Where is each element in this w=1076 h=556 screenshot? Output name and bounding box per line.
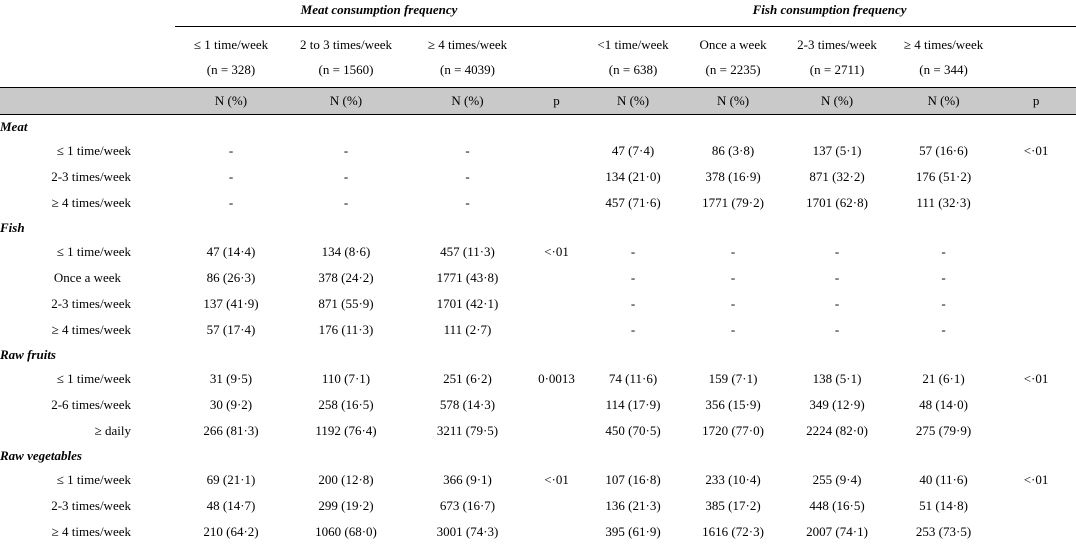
table-cell: 1192 (76·4) xyxy=(315,423,377,438)
p-label: p xyxy=(996,88,1076,115)
row-label: 2-6 times/week xyxy=(51,397,131,412)
table-cell: 3001 (74·3) xyxy=(436,524,499,539)
column-header: <1 time/week xyxy=(597,37,669,52)
table-cell: 176 (11·3) xyxy=(318,322,374,337)
table-row xyxy=(0,239,1076,265)
p-value-cell xyxy=(996,291,1076,317)
table-cell: - xyxy=(941,244,946,259)
table-cell: 258 (16·5) xyxy=(318,397,374,412)
section-title: Raw vegetables xyxy=(0,447,82,463)
table-cell: 448 (16·5) xyxy=(809,498,865,513)
table-cell: 74 (11·6) xyxy=(608,371,658,386)
row-label: ≤ 1 time/week xyxy=(56,143,131,158)
table-cell: 578 (14·3) xyxy=(439,397,496,412)
table-cell: 111 (2·7) xyxy=(443,322,492,337)
table-cell: 395 (61·9) xyxy=(605,524,661,539)
unit-label: N (%) xyxy=(583,88,683,115)
p-value-cell xyxy=(996,265,1076,291)
table-cell: 57 (16·6) xyxy=(919,143,968,158)
row-label: 2-3 times/week xyxy=(51,169,131,184)
row-label: ≤ 1 time/week xyxy=(56,371,131,386)
unit-label: N (%) xyxy=(683,88,783,115)
table-cell: - xyxy=(465,169,470,184)
table-cell: 137 (5·1) xyxy=(812,143,862,158)
table-row xyxy=(0,366,1076,392)
table-row xyxy=(0,493,1076,519)
table-cell: 275 (79·9) xyxy=(915,423,972,438)
section-title: Meat xyxy=(0,118,28,134)
meat-group-header: Meat consumption frequency xyxy=(175,0,583,27)
table-cell: 871 (32·2) xyxy=(809,169,865,184)
table-cell: 86 (26·3) xyxy=(206,270,256,285)
table-cell: - xyxy=(630,270,636,285)
section-row xyxy=(0,216,1076,239)
table-cell: 114 (17·9) xyxy=(605,397,661,412)
table-cell: 176 (51·2) xyxy=(915,169,972,184)
table-cell: 457 (71·6) xyxy=(605,195,661,210)
table-cell: 1720 (77·0) xyxy=(702,423,764,438)
unit-label: N (%) xyxy=(287,88,405,115)
p-value-cell xyxy=(996,190,1076,216)
p-label: p xyxy=(530,88,583,115)
table-row xyxy=(0,291,1076,317)
p-value-cell: <·01 xyxy=(544,472,569,487)
p-value-cell: <·01 xyxy=(1023,371,1049,386)
table-cell: 21 (6·1) xyxy=(922,371,965,386)
p-value-cell xyxy=(530,519,583,545)
table-cell: - xyxy=(630,322,636,337)
table-cell: 51 (14·8) xyxy=(919,498,968,513)
table-cell: - xyxy=(730,322,736,337)
table-cell: - xyxy=(630,244,636,259)
column-header: ≤ 1 time/week xyxy=(193,37,269,52)
column-count: (n = 4039) xyxy=(405,53,530,88)
p-value-cell: <·01 xyxy=(1023,472,1049,487)
table-cell: 356 (15·9) xyxy=(705,397,761,412)
column-count: (n = 2235) xyxy=(683,53,783,88)
table-cell: 40 (11·6) xyxy=(919,472,968,487)
table-cell: 253 (73·5) xyxy=(915,524,972,539)
table-cell: - xyxy=(343,143,349,158)
table-cell: - xyxy=(730,270,736,285)
column-header: ≥ 4 times/week xyxy=(903,37,984,52)
row-label: 2-3 times/week xyxy=(51,296,131,311)
table-row xyxy=(0,164,1076,190)
table-cell: 1060 (68·0) xyxy=(315,524,377,539)
fish-group-header: Fish consumption frequency xyxy=(583,0,1076,27)
table-cell: 48 (14·7) xyxy=(206,498,256,513)
column-count-row xyxy=(0,53,1076,88)
p-value-cell xyxy=(996,317,1076,343)
table-cell: 1701 (42·1) xyxy=(436,296,499,311)
table-cell: 251 (6·2) xyxy=(443,371,492,386)
table-cell: 86 (3·8) xyxy=(711,143,755,158)
table-cell: 138 (5·1) xyxy=(812,371,862,386)
p-value-cell xyxy=(996,418,1076,444)
table-cell: 255 (9·4) xyxy=(812,472,862,487)
table-cell: 385 (17·2) xyxy=(705,498,761,513)
p-value-cell xyxy=(530,164,583,190)
section-row xyxy=(0,343,1076,366)
p-value-cell xyxy=(996,519,1076,545)
row-label: ≥ daily xyxy=(94,423,131,438)
table-row xyxy=(0,392,1076,418)
p-value-cell xyxy=(530,317,583,343)
p-value-cell xyxy=(996,239,1076,265)
p-value-cell xyxy=(996,392,1076,418)
column-header: 2 to 3 times/week xyxy=(299,37,393,52)
section-row xyxy=(0,444,1076,467)
corner-cell xyxy=(0,0,175,27)
table-row xyxy=(0,467,1076,493)
row-label: ≥ 4 times/week xyxy=(51,524,131,539)
section-title: Fish xyxy=(0,219,25,235)
table-cell: 1771 (79·2) xyxy=(702,195,764,210)
row-label: ≤ 1 time/week xyxy=(56,472,131,487)
table-cell: 457 (11·3) xyxy=(440,244,495,259)
unit-row xyxy=(0,88,1076,115)
p-value-cell xyxy=(530,291,583,317)
row-label: ≥ 4 times/week xyxy=(51,195,131,210)
table-cell: 110 (7·1) xyxy=(321,371,371,386)
p-value-cell xyxy=(996,493,1076,519)
row-label: ≤ 1 time/week xyxy=(56,244,131,259)
column-count: (n = 328) xyxy=(175,53,287,88)
table-cell: 136 (21·3) xyxy=(605,498,661,513)
table-row xyxy=(0,190,1076,216)
p-value-cell xyxy=(530,418,583,444)
table-cell: 378 (16·9) xyxy=(705,169,761,184)
table-cell: 107 (16·8) xyxy=(605,472,661,487)
table-cell: - xyxy=(465,143,470,158)
p-value-cell xyxy=(530,392,583,418)
table-cell: 134 (21·0) xyxy=(605,169,661,184)
table-cell: - xyxy=(941,322,946,337)
p-value-cell xyxy=(530,138,583,164)
table-cell: 48 (14·0) xyxy=(919,397,968,412)
table-cell: 47 (7·4) xyxy=(611,143,655,158)
column-label-row xyxy=(0,27,1076,54)
table-cell: 299 (19·2) xyxy=(318,498,374,513)
column-count: (n = 344) xyxy=(891,53,996,88)
group-header-row xyxy=(0,0,1076,27)
table-cell: - xyxy=(228,195,234,210)
table-cell: - xyxy=(730,244,736,259)
table-cell: 57 (17·4) xyxy=(206,322,256,337)
p-value-cell xyxy=(530,190,583,216)
table-cell: 111 (32·3) xyxy=(916,195,971,210)
row-label: 2-3 times/week xyxy=(51,498,131,513)
section-title: Raw fruits xyxy=(0,346,56,362)
p-value-cell: <·01 xyxy=(1023,143,1049,158)
table-body xyxy=(0,115,1076,546)
column-count: (n = 638) xyxy=(583,53,683,88)
unit-label: N (%) xyxy=(891,88,996,115)
table-cell: 210 (64·2) xyxy=(203,524,259,539)
column-count: (n = 2711) xyxy=(783,53,891,88)
table-cell: - xyxy=(630,296,636,311)
table-row xyxy=(0,317,1076,343)
table-cell: 673 (16·7) xyxy=(439,498,496,513)
table-cell: 266 (81·3) xyxy=(203,423,259,438)
table-cell: 1771 (43·8) xyxy=(436,270,499,285)
table-row xyxy=(0,418,1076,444)
table-row xyxy=(0,265,1076,291)
table-cell: 378 (24·2) xyxy=(318,270,374,285)
table-cell: - xyxy=(343,195,349,210)
row-label: ≥ 4 times/week xyxy=(51,322,131,337)
table-row xyxy=(0,519,1076,545)
table-cell: 2224 (82·0) xyxy=(806,423,868,438)
table-cell: 47 (14·4) xyxy=(206,244,256,259)
unit-label: N (%) xyxy=(405,88,530,115)
table-cell: 200 (12·8) xyxy=(318,472,374,487)
table-cell: 871 (55·9) xyxy=(318,296,374,311)
table-cell: - xyxy=(941,270,946,285)
table-cell: 31 (9·5) xyxy=(209,371,253,386)
table-cell: 30 (9·2) xyxy=(209,397,253,412)
table-cell: 2007 (74·1) xyxy=(806,524,868,539)
p-value-cell xyxy=(530,265,583,291)
table-cell: 450 (70·5) xyxy=(605,423,661,438)
p-value-cell xyxy=(996,164,1076,190)
section-row xyxy=(0,115,1076,139)
p-value-cell: <·01 xyxy=(544,244,569,259)
table-cell: 159 (7·1) xyxy=(708,371,758,386)
table-row xyxy=(0,138,1076,164)
table-cell: 137 (41·9) xyxy=(203,296,259,311)
table-cell: 233 (10·4) xyxy=(705,472,761,487)
column-header: Once a week xyxy=(699,37,767,52)
table-cell: - xyxy=(228,169,234,184)
table-cell: - xyxy=(465,195,470,210)
table-cell: 366 (9·1) xyxy=(443,472,492,487)
unit-label: N (%) xyxy=(175,88,287,115)
table-cell: - xyxy=(834,322,840,337)
column-count: (n = 1560) xyxy=(287,53,405,88)
table-cell: 1701 (62·8) xyxy=(806,195,868,210)
table-cell: 3211 (79·5) xyxy=(436,423,499,438)
column-header: ≥ 4 times/week xyxy=(427,37,508,52)
table-cell: - xyxy=(941,296,946,311)
column-header: 2-3 times/week xyxy=(797,37,877,52)
table-cell: 349 (12·9) xyxy=(809,397,865,412)
table-cell: - xyxy=(228,143,234,158)
table-cell: - xyxy=(834,296,840,311)
table-cell: - xyxy=(834,270,840,285)
table-cell: 69 (21·1) xyxy=(206,472,256,487)
table-cell: 1616 (72·3) xyxy=(702,524,764,539)
table-cell: - xyxy=(834,244,840,259)
table-cell: 134 (8·6) xyxy=(321,244,371,259)
p-value-cell: 0·0013 xyxy=(538,371,575,386)
table-cell: - xyxy=(730,296,736,311)
unit-label: N (%) xyxy=(783,88,891,115)
table-cell: - xyxy=(343,169,349,184)
row-label: Once a week xyxy=(53,270,122,285)
p-value-cell xyxy=(530,493,583,519)
